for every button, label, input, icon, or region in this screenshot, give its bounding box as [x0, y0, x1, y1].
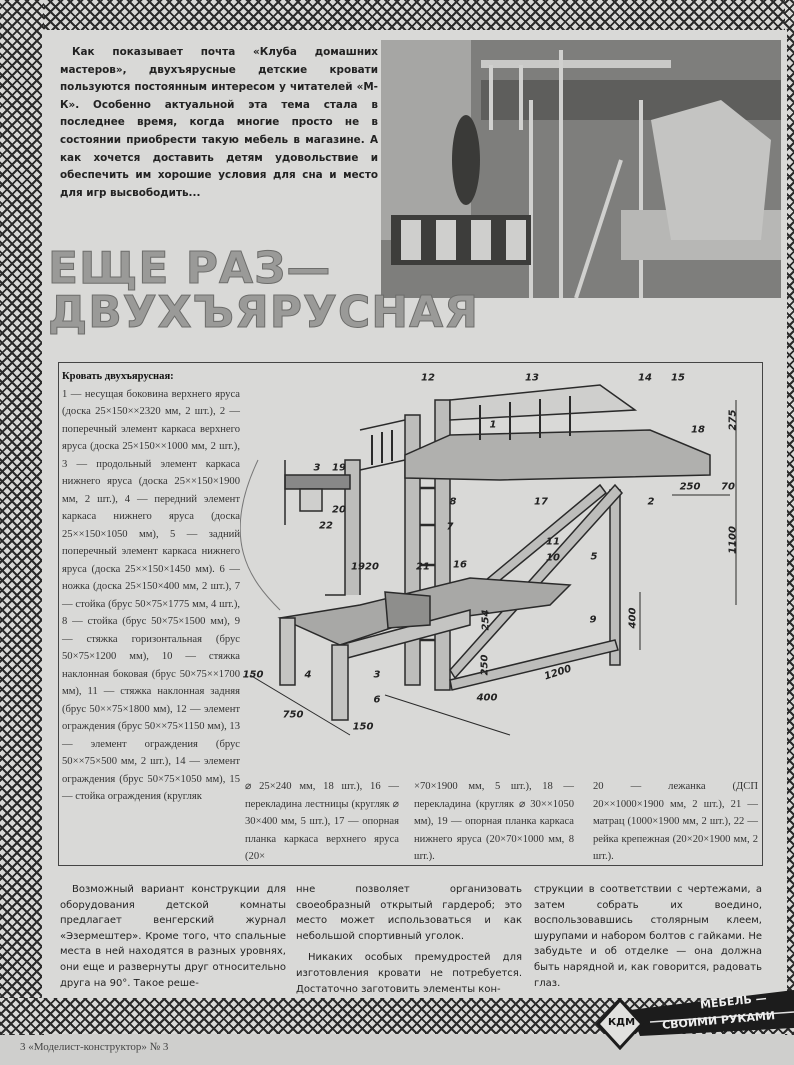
callout-21: 21: [416, 561, 430, 573]
body-paragraph: Никаких особых премудростей для изготовления кровати не потребуется. Достаточно заготовить элементы кон-: [296, 952, 522, 995]
body-column-1: [60, 882, 286, 991]
callout-9: 9: [589, 614, 597, 626]
callout-7: 7: [446, 521, 454, 533]
banner-line-1: МЕБЕЛЬ —: [699, 991, 768, 1012]
left-lattice-border: [0, 0, 44, 1035]
kdm-logo: КДМ: [608, 1017, 636, 1028]
bunk-bed-photo: [381, 40, 781, 298]
dimension-750: 750: [282, 709, 304, 721]
callout-11: 11: [546, 536, 560, 548]
inset-callout-19: 19: [332, 462, 346, 474]
spec-text-1: 1 — несущая боковина верхнего яруса (доска 25×150××2320 мм, 2 шт.), 2 — поперечный элемент каркаса верхнего яруса (доска 25×150××1000 мм, 2 шт.), 3 — продольный элемент каркаса нижнего яруса (доска 25××150×1900 мм, 2 шт.), 4 — передний элемент каркаса нижнего яруса (доска 25××150×1050 мм), 5 — задний поперечный элемент каркаса нижнего яруса (доска 25××150×1450 мм). 6 — ножка (доска 25×150×400 мм, 2 шт.), 7 — стойка (брус 50×75×1775 мм, 4 шт.), 8 — стойка (брус 50×75×1500 мм), 9 — стяжка горизонтальная (брус 50×75×1200 мм), 10 — стяжка наклонная боковая (брус 50×75××1700 мм), 11 — стяжка наклонная задняя (брус 50××75×1800 мм), 12 — элемент ограждения (брус 50××75×1150 мм), 13 — элемент ограждения (брус 50××75×500 мм, 2 шт.), 14 — элемент ограждения (брус 50×75×1050 мм), 15 — стойка ограждения (кругляк: [62, 388, 241, 802]
body-column-2: [296, 882, 522, 997]
callout-6: 6: [373, 694, 381, 706]
callout-20: 20: [365, 561, 379, 573]
callout-18: 18: [691, 424, 705, 436]
inset-callout-20: 20: [332, 504, 346, 516]
dimension-250-ladder: 250: [479, 654, 491, 676]
bunk-bed-diagram: [240, 360, 760, 740]
dimension-1200: 1200: [543, 663, 573, 683]
body-paragraph: струкции в соответствии с чертежами, а затем собрать их воедино, воспользовавшись столярным клеем, шурупами и набором болтов с гайками. Не забудьте и об отделке — она должна быть нарядной и, как говорится, радовать глаз.: [534, 884, 762, 989]
spec-column-3: ×70×1900 мм, 5 шт.), 18 — перекладина (кругляк ⌀ 30××1050 мм), 19 — опорная планка каркаса нижнего яруса (20×70×1000 мм, 8 шт.).: [414, 781, 574, 862]
dimension-254: 254: [480, 609, 492, 631]
body-paragraph: Возможный вариант конструкции для оборудования детской комнаты предлагает венгерский журнал «Эзермештер». Кроме того, что спальные места в ней находятся в разных уровнях, они еще и развернуты друг относительно друга на 90°. Такое реше-: [60, 884, 286, 989]
callout-14: 14: [638, 372, 652, 384]
dimension-1100: 1100: [727, 526, 739, 554]
inset-callout-22: 22: [319, 520, 333, 532]
body-column-3: [534, 882, 762, 991]
spec-column-4: 20 — лежанка (ДСП 20××1000×1900 мм, 2 шт.), 21 — матрац (1000×1900 мм, 2 шт.), 22 — рейка крепежная (20×20×1900 мм, 2 шт.).: [593, 781, 758, 862]
callout-3: 3: [373, 669, 381, 681]
callout-4: 4: [304, 669, 312, 681]
intro-paragraph: Как показывает почта «Клуба домашних мастеров», двухъярусные детские кровати пользуются постоянным интересом у читателей «М-К». Особенно актуальной эта тема стала в последнее время, когда многие просто не в состоянии приобрести такую мебель в магазине. А как хочется доставить детям удовольствие и обеспечить им хорошие условия для сна и место для игр высвободить...: [60, 46, 378, 199]
callout-10: 10: [546, 552, 560, 564]
dimension-150-right: 150: [352, 721, 374, 733]
dimension-400-depth: 400: [476, 692, 498, 704]
callout-16: 16: [453, 559, 467, 571]
dimension-400-height: 400: [627, 607, 639, 629]
callout-19: 19: [351, 561, 365, 573]
callout-2: 2: [647, 496, 655, 508]
top-lattice-border: [0, 0, 794, 32]
callout-17: 17: [534, 496, 548, 508]
section-banner: [590, 990, 794, 1055]
headline-line-1: ЕЩЕ РАЗ—: [48, 243, 332, 294]
dimension-150-left: 150: [242, 669, 264, 681]
page-footer: 3 «Моделист-конструктор» № 3: [20, 1041, 169, 1053]
callout-8: 8: [449, 496, 457, 508]
body-paragraph: нне позволяет организовать своеобразный открытый гардероб; это место может использоваться и как небольшой спортивный уголок.: [296, 884, 522, 942]
callout-13: 13: [525, 372, 539, 384]
callout-1: 1: [489, 419, 497, 431]
spec-column-2: ⌀ 25×240 мм, 18 шт.), 16 — перекладина лестницы (кругляк ⌀ 30×400 мм, 5 шт.), 17 — опорная планка каркаса верхнего яруса (20×: [245, 781, 399, 862]
headline-line-2: ДВУХЪЯРУСНАЯ: [48, 287, 480, 338]
callout-5: 5: [590, 551, 598, 563]
spec-column-1: [62, 368, 240, 806]
banner-line-2: СВОИМИ РУКАМИ: [661, 1009, 776, 1032]
callout-15: 15: [671, 372, 685, 384]
inset-callout-3: 3: [313, 462, 321, 474]
dimension-275: 275: [727, 409, 739, 431]
spec-heading: Кровать двухъярусная:: [62, 371, 174, 382]
dimension-70: 70: [721, 481, 735, 493]
dimension-250-top: 250: [679, 481, 701, 493]
callout-12: 12: [421, 372, 435, 384]
